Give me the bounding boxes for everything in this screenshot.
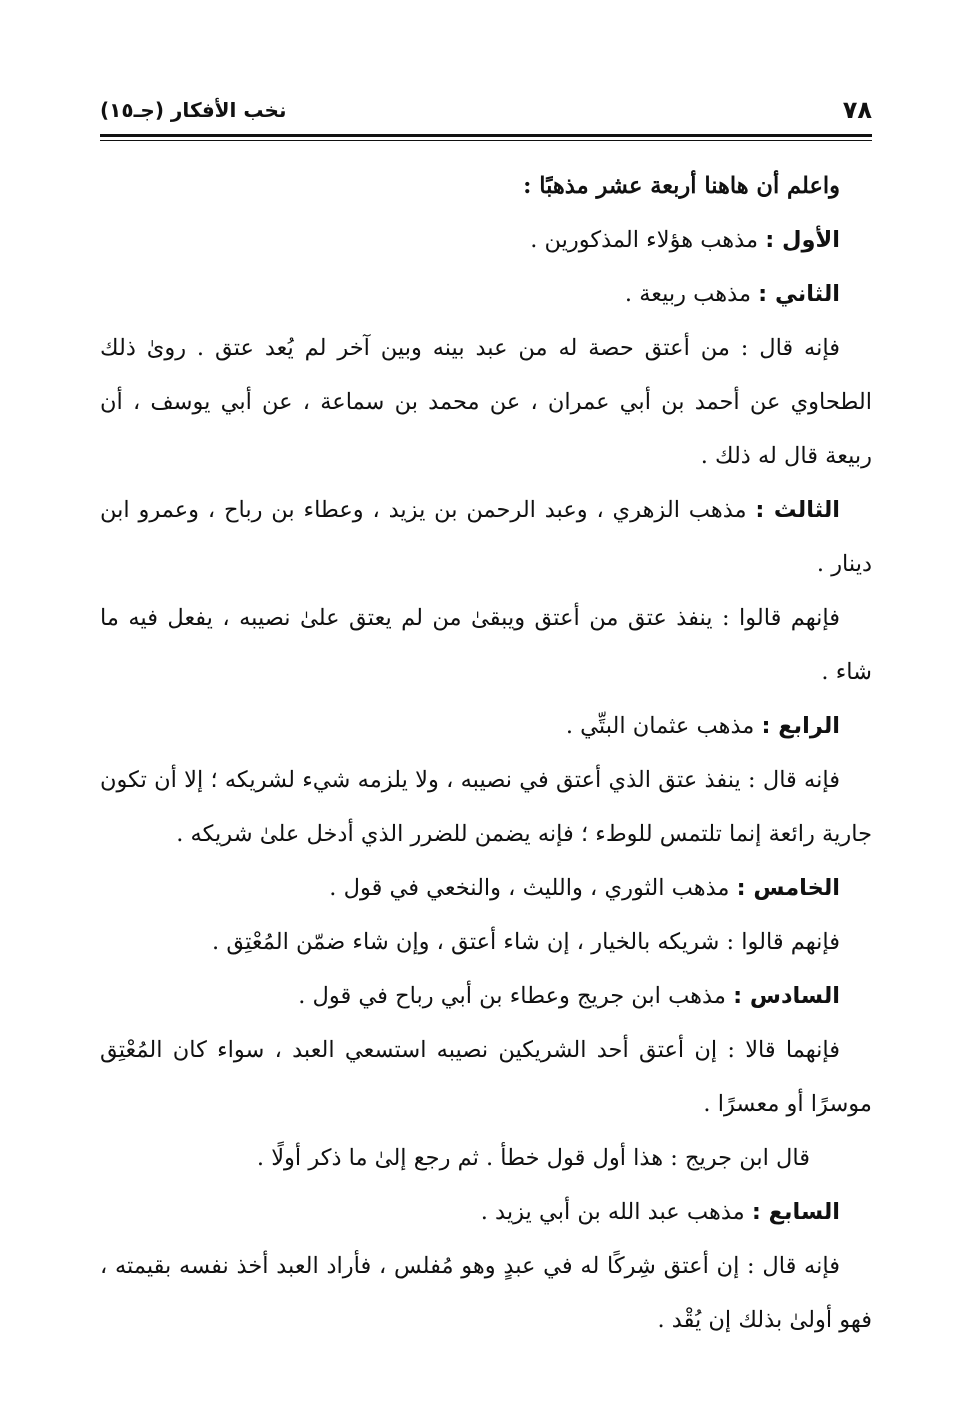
paragraph-fourth-explanation: فإنه قال : ينفذ عتق الذي أعتق في نصيبه ، ولا يلزمه شيء لشريكه ؛ إلا أن تكون جارية رائعة إنما تلتمس للوطء ؛ فإنه يضمن للضرر الذي أدخل علىٰ شريكه . bbox=[100, 767, 872, 847]
school-label: السابع : bbox=[751, 1199, 840, 1225]
book-page bbox=[100, 88, 872, 1347]
school-text: مذهب الزهري ، وعبد الرحمن بن يزيد ، وعطاء بن رباح ، وعمرو ابن دينار . bbox=[100, 497, 872, 577]
page-header bbox=[100, 88, 872, 132]
paragraph-second-explanation: فإنه قال : من أعتق حصة له من عبد بينه وبين آخر لم يُعد عتق . روىٰ ذلك الطحاوي عن أحمد بن أبي عمران ، عن محمد بن سماعة ، عن أبي يوسف ، أن ربيعة قال له ذلك . bbox=[100, 335, 872, 469]
school-label: الخامس : bbox=[736, 875, 840, 901]
page-body bbox=[100, 159, 872, 1347]
school-label: الأول : bbox=[765, 227, 840, 253]
school-label: الثاني : bbox=[758, 281, 840, 307]
school-text: مذهب عثمان البتِّي . bbox=[565, 713, 762, 739]
paragraph-third-explanation: فإنهم قالوا : ينفذ عتق من أعتق ويبقىٰ من لم يعتق علىٰ نصيبه ، يفعل فيه ما شاء . bbox=[100, 605, 872, 685]
page-number: ٧٨ bbox=[842, 96, 872, 124]
school-label: الرابع : bbox=[761, 713, 840, 739]
header-rule-thick bbox=[100, 134, 872, 137]
paragraph-fourth-school bbox=[100, 699, 872, 753]
school-text: مذهب الثوري ، والليث ، والنخعي في قول . bbox=[329, 875, 737, 901]
school-label: الثالث : bbox=[755, 497, 840, 523]
school-text: مذهب ربيعة . bbox=[624, 281, 759, 307]
paragraph-ibn-jurayj-note: قال ابن جريج : هذا أول قول خطأ . ثم رجع إلىٰ ما ذكر أولًا . bbox=[256, 1145, 810, 1171]
school-label: السادس : bbox=[733, 983, 840, 1009]
school-text: مذهب هؤلاء المذكورين . bbox=[530, 227, 766, 253]
paragraph-second-school bbox=[100, 267, 872, 321]
paragraph-sixth-explanation: فإنهما قالا : إن أعتق أحد الشريكين نصيبه استسعي العبد ، سواء كان المُعْتِق موسرًا أو معسرًا . bbox=[100, 1037, 872, 1117]
paragraph-first-school bbox=[100, 213, 872, 267]
paragraph-seventh-explanation: فإنه قال : إن أعتق شِركًا له في عبدٍ وهو مُفلس ، فأراد العبد أخذ نفسه بقيمته ، فهو أولىٰ بذلك إن يُقْد . bbox=[100, 1253, 872, 1333]
intro-heading: واعلم أن هاهنا أربعة عشر مذهبًا : bbox=[523, 173, 840, 199]
paragraph-seventh-school bbox=[100, 1185, 872, 1239]
header-rule-thin bbox=[100, 140, 872, 141]
school-text: مذهب ابن جريج وعطاء بن أبي رباح في قول . bbox=[298, 983, 734, 1009]
school-text: مذهب عبد الله بن أبي يزيد . bbox=[480, 1199, 752, 1225]
paragraph-third-school bbox=[100, 483, 872, 591]
running-title: نخب الأفكار (جـ١٥) bbox=[100, 98, 287, 122]
paragraph-fifth-school bbox=[100, 861, 872, 915]
paragraph-sixth-school bbox=[100, 969, 872, 1023]
paragraph-fifth-explanation: فإنهم قالوا : شريكه بالخيار ، إن شاء أعتق ، وإن شاء ضمّن المُعْتِق . bbox=[212, 929, 840, 955]
